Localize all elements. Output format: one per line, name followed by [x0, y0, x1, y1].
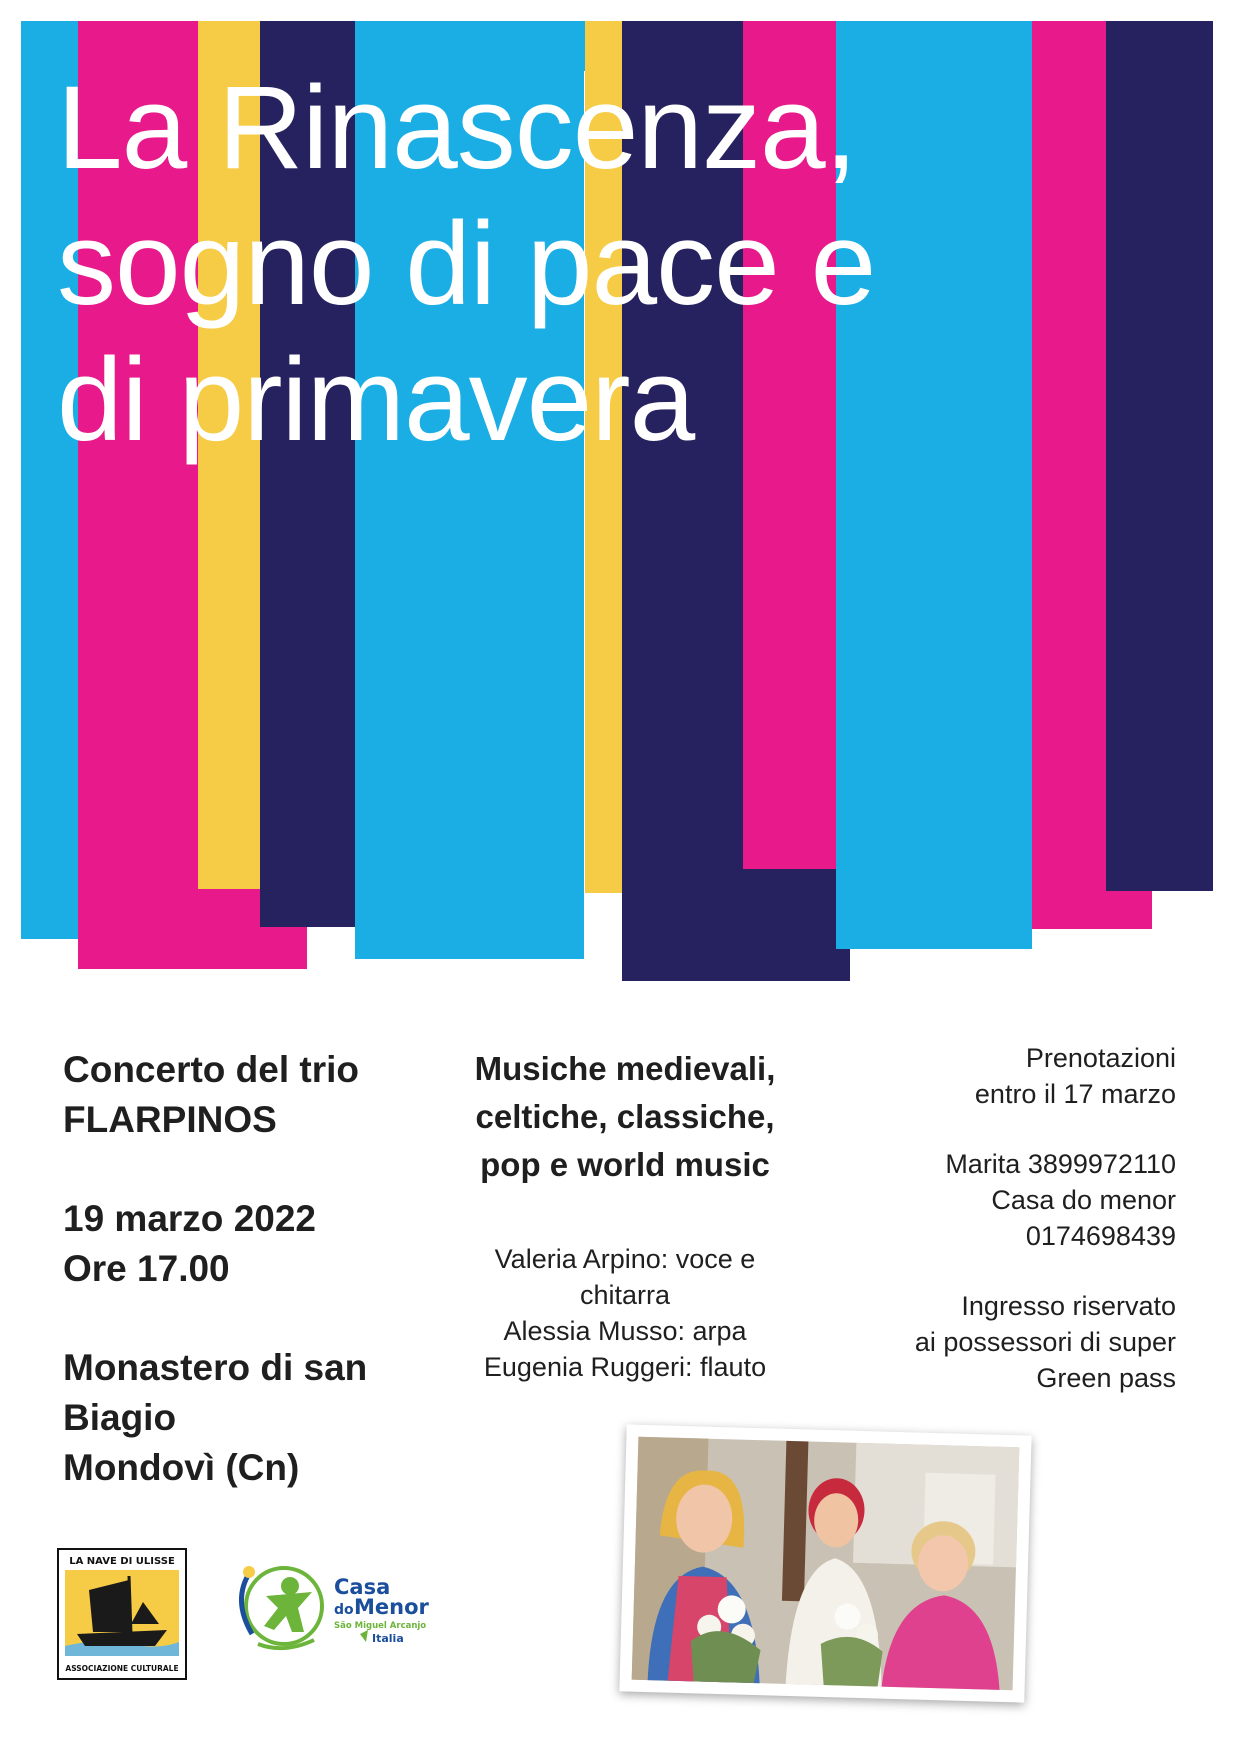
- casa-word: do: [334, 1602, 354, 1618]
- trio-name: FLARPINOS: [63, 1099, 277, 1140]
- concert-line: Concerto del trio: [63, 1049, 360, 1090]
- performer: chitarra: [579, 1280, 671, 1310]
- contact-phone: Marita 3899972110: [945, 1149, 1176, 1179]
- casa-do-menor-icon: [222, 1550, 442, 1660]
- venue: [63, 1343, 443, 1493]
- trio-photo: [619, 1424, 1031, 1702]
- casa-word: Menor: [354, 1595, 429, 1619]
- contact-phone: 0174698439: [1025, 1221, 1176, 1251]
- date-time: [63, 1194, 443, 1294]
- entry-note: [796, 1288, 1176, 1396]
- venue-line: Biagio: [63, 1397, 177, 1438]
- program: [430, 1045, 820, 1385]
- ship-icon: [59, 1550, 185, 1678]
- booking-date: entro il 17 marzo: [974, 1079, 1176, 1109]
- venue-line: Monastero di san: [63, 1347, 368, 1388]
- casa-country: Italia: [372, 1632, 404, 1645]
- poster-title: La Rinascenza, sogno di pace e di primavera: [57, 62, 876, 466]
- genres: [430, 1045, 820, 1189]
- casa-subtitle: São Miguel Arcanjo: [334, 1621, 427, 1631]
- booking-info: [796, 1040, 1176, 1430]
- performers: [430, 1241, 820, 1385]
- nave-di-ulisse-logo: [57, 1548, 187, 1680]
- note-line: Ingresso riservato: [961, 1291, 1176, 1321]
- performer: Alessia Musso: arpa: [503, 1316, 747, 1346]
- venue-city: Mondovì (Cn): [63, 1447, 300, 1488]
- performer: Eugenia Ruggeri: flauto: [483, 1352, 767, 1382]
- note-line: ai possessori di super: [914, 1327, 1176, 1357]
- contacts: [796, 1146, 1176, 1254]
- casa-word: Casa: [334, 1575, 391, 1599]
- contact-name: Casa do menor: [991, 1185, 1176, 1215]
- booking-title: Prenotazioni: [1025, 1043, 1176, 1073]
- logo-subtitle: ASSOCIAZIONE CULTURALE: [65, 1664, 179, 1673]
- performer: Valeria Arpino: voce e: [494, 1244, 756, 1274]
- genres-line: celtiche, classiche,: [475, 1098, 775, 1135]
- genres-line: pop e world music: [480, 1146, 770, 1183]
- note-line: Green pass: [1036, 1363, 1176, 1393]
- genres-line: Musiche medievali,: [474, 1050, 776, 1087]
- photo-illustration: [619, 1424, 1031, 1702]
- casa-do-menor-logo: [222, 1550, 442, 1660]
- concert-info: [63, 1045, 443, 1145]
- event-details: [63, 1045, 443, 1542]
- event-time: Ore 17.00: [63, 1248, 230, 1289]
- booking-deadline: [796, 1040, 1176, 1112]
- event-date: 19 marzo 2022: [63, 1198, 317, 1239]
- logo-name: LA NAVE DI ULISSE: [69, 1556, 175, 1567]
